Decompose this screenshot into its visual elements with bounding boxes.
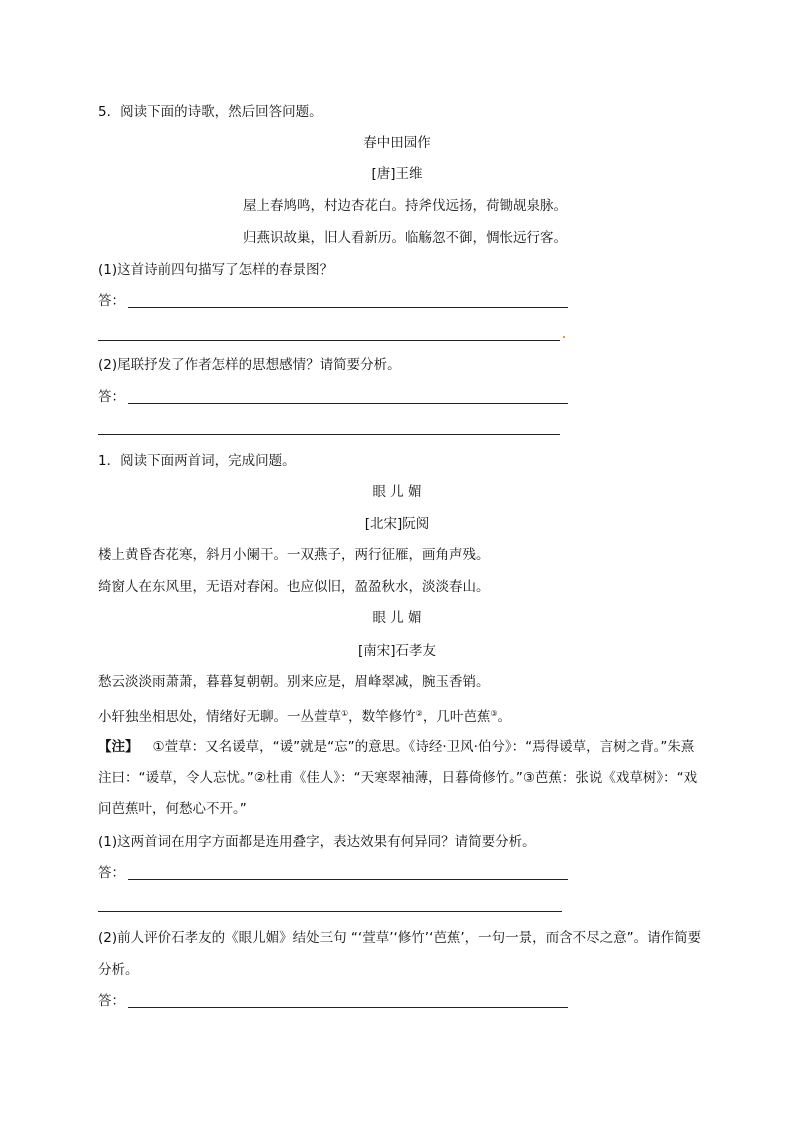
answer-line[interactable] [128,403,568,404]
note-text: ①萱草：又名谖草，“谖”就是“忘”的意思。《诗经·卫风·伯兮》：“焉得谖草，言树之背。”朱熹 [152,739,695,755]
note-tag: 【注】 [98,739,139,755]
q1-heading: 1．阅读下面两首词，完成问题。 [98,453,296,469]
poem2-line-2-text: 小轩独坐相思处，情绪好无聊。一丛萱草 [98,709,341,725]
answer-line[interactable] [128,1007,568,1008]
note-line-1 [98,738,694,756]
q5-poem-title: 春中田园作 [363,135,431,151]
poem2-line-2-text: ，数竿修竹 [348,709,416,725]
q5-poem-line-1: 屋上春鸠鸣，村边杏花白。持斧伐远扬，荷锄觇泉脉。 [243,198,567,214]
q1-sub-question-2-line-1: (2)前人评价石孝友的《眼儿媚》结处三句 “‘萱草’‘修竹’‘芭蕉’，一句一景，而含不尽之意”。请作简要 [98,930,702,946]
footnote-ref-2: ② [415,709,423,718]
note-line-3: 问芭蕉叶，何愁心不开。” [98,801,247,817]
answer-line[interactable] [98,434,560,435]
q5-heading: 5．阅读下面的诗歌，然后回答问题。 [98,104,323,120]
answer-label: 答： [98,993,125,1009]
answer-label: 答： [98,389,125,405]
q1-sub-question-1: (1)这两首词在用字方面都是连用叠字，表达效果有何异同？请简要分析。 [98,834,536,850]
poem1-line-1: 楼上黄昏杏花寒，斜月小阑干。一双燕子，两行征雁，画角声残。 [98,547,490,563]
q5-poem-author: [唐]王维 [371,166,423,182]
poem2-title: 眼 儿 媚 [372,610,422,626]
poem1-title: 眼 儿 媚 [372,484,422,500]
footnote-ref-1: ① [341,709,349,718]
poem1-line-2: 绮窗人在东风里，无语对春闲。也应似旧，盈盈秋水，淡淡春山。 [98,579,490,595]
poem2-line-2 [98,705,511,726]
footnote-ref-3: ③ [490,709,498,718]
poem2-line-2-text: ，几叶芭蕉 [422,709,491,725]
q5-poem-line-2: 归燕识故巢，旧人看新历。临觞忽不御，惆怅远行客。 [243,230,567,246]
q5-sub-question-1: (1)这首诗前四句描写了怎样的春景图？ [98,262,334,278]
note-line-2: 注曰：“谖草，令人忘忧。”②杜甫《佳人》：“天寒翠袖薄，日暮倚修竹。”③芭蕉：张说《戏草树》：“戏 [98,770,698,786]
poem1-author: [北宋]阮阅 [364,516,430,532]
answer-line[interactable] [98,340,560,341]
answer-label: 答： [98,865,125,881]
stray-mark [563,336,565,338]
q5-sub-question-2: (2)尾联抒发了作者怎样的思想感情？请简要分析。 [98,357,401,373]
poem2-line-2-text: 。 [497,709,512,725]
poem2-author: [南宋]石孝友 [357,643,437,659]
answer-line[interactable] [128,307,568,308]
answer-line[interactable] [98,911,562,912]
answer-label: 答： [98,293,125,309]
q1-sub-question-2-line-2: 分析。 [98,962,139,978]
answer-line[interactable] [128,879,568,880]
poem2-line-1: 愁云淡淡雨萧萧，暮暮复朝朝。别来应是，眉峰翠减，腕玉香销。 [98,674,490,690]
